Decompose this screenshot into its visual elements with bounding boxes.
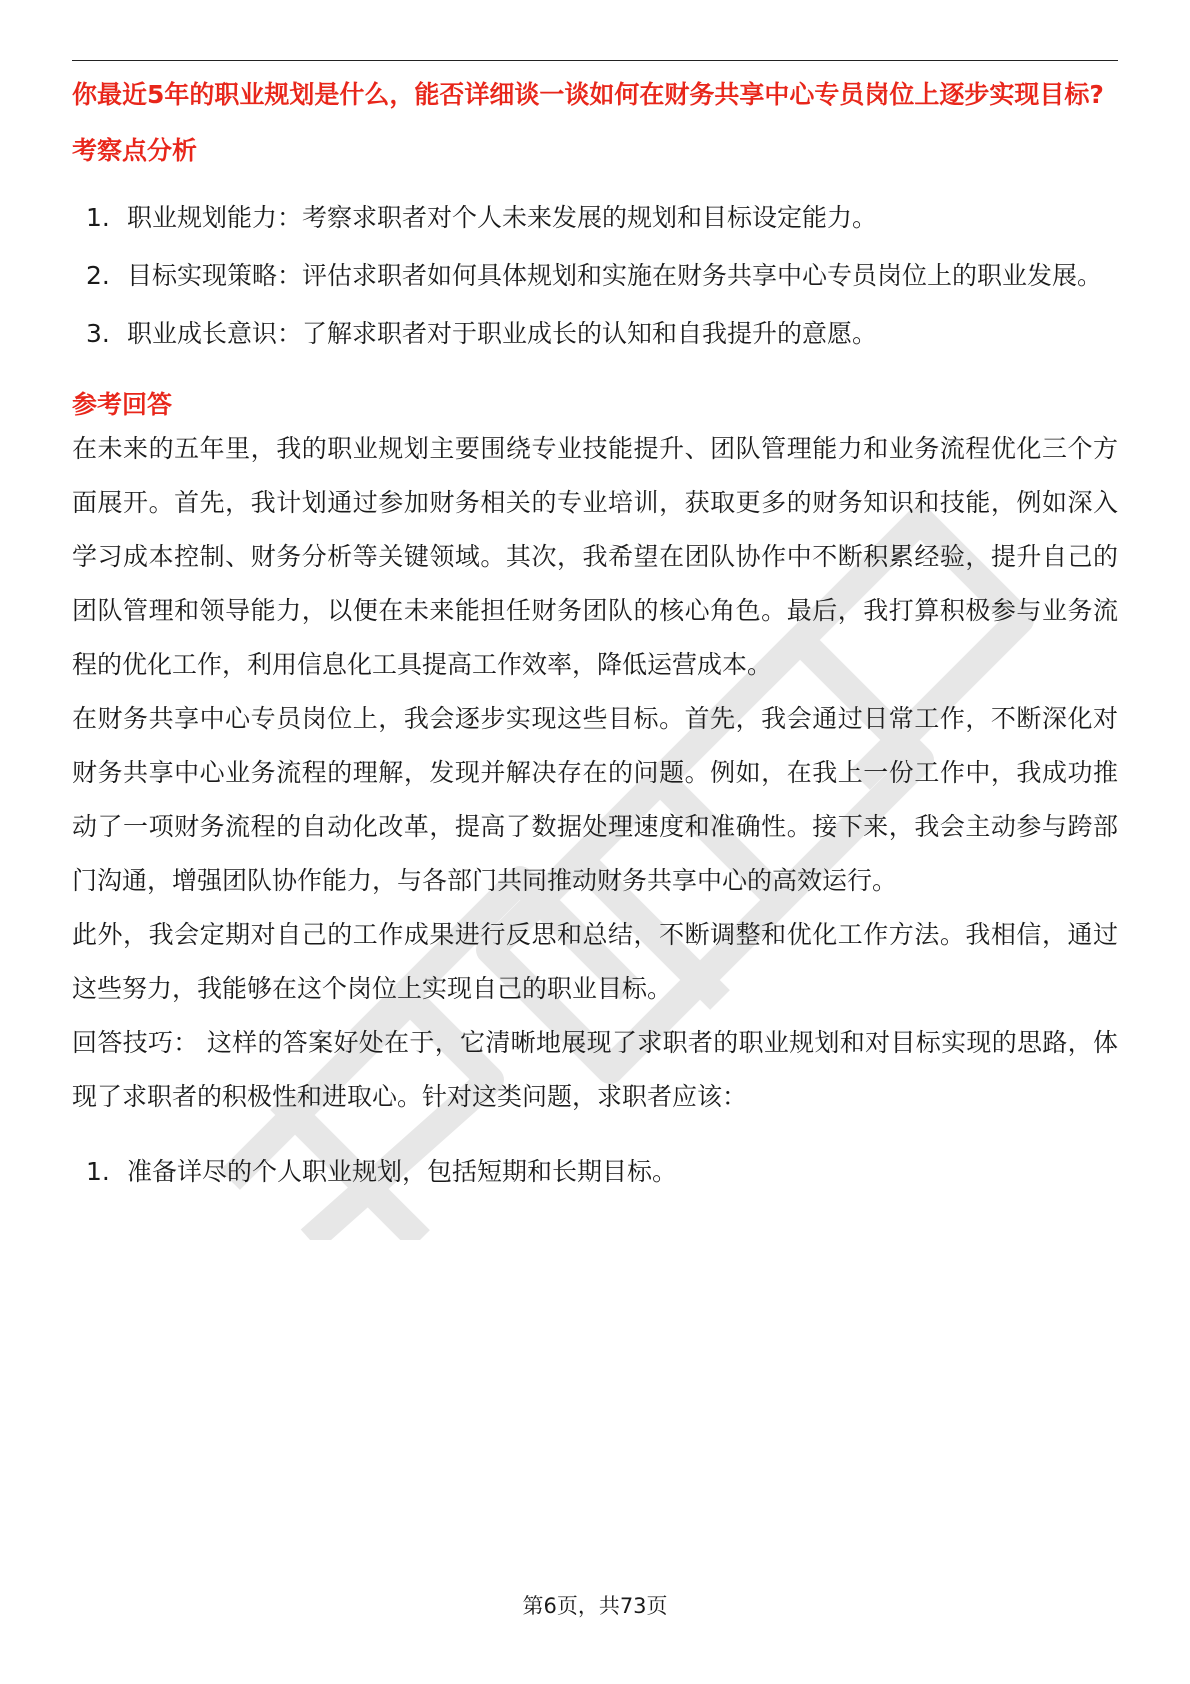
question-heading: 你最近5年的职业规划是什么，能否详细谈一谈如何在财务共享中心专员岗位上逐步实现目标? [72, 80, 1104, 109]
answer-tips-intro: 回答技巧： 这样的答案好处在于，它清晰地展现了求职者的职业规划和对目标实现的思路，体现了求职者的积极性和进取心。针对这类问题，求职者应该： [72, 1028, 1118, 1111]
tips-list [72, 1144, 1118, 1200]
analysis-list [72, 190, 1118, 362]
page-content [72, 78, 1118, 1202]
list-item-text: 职业成长意识：了解求职者对于职业成长的认知和自我提升的意愿。 [127, 319, 878, 348]
list-item [72, 248, 1118, 304]
list-item-number: 3. [86, 319, 110, 348]
answer-paragraph: 在未来的五年里，我的职业规划主要围绕专业技能提升、团队管理能力和业务流程优化三个方面展开。首先，我计划通过参加财务相关的专业培训，获取更多的财务知识和技能，例如深入学习成本控制、财务分析等关键领域。其次，我希望在团队协作中不断积累经验，提升自己的团队管理和领导能力，以便在未来能担任财务团队的核心角色。最后，我打算积极参与业务流程的优化工作，利用信息化工具提高工作效率，降低运营成本。 [72, 434, 1118, 679]
answer-paragraph: 此外，我会定期对自己的工作成果进行反思和总结，不断调整和优化工作方法。我相信，通过这些努力，我能够在这个岗位上实现自己的职业目标。 [72, 920, 1118, 1003]
top-divider [72, 60, 1118, 61]
list-item-text: 职业规划能力：考察求职者对个人未来发展的规划和目标设定能力。 [127, 203, 878, 232]
answer-paragraph: 在财务共享中心专员岗位上，我会逐步实现这些目标。首先，我会通过日常工作，不断深化对财务共享中心业务流程的理解，发现并解决存在的问题。例如，在我上一份工作中，我成功推动了一项财务流程的自动化改革，提高了数据处理速度和准确性。接下来，我会主动参与跨部门沟通，增强团队协作能力，与各部门共同推动财务共享中心的高效运行。 [72, 704, 1118, 895]
list-item-text: 目标实现策略：评估求职者如何具体规划和实施在财务共享中心专员岗位上的职业发展。 [127, 261, 1103, 290]
list-item [72, 306, 1118, 362]
list-item-number: 1. [86, 1157, 110, 1186]
list-item [72, 190, 1118, 246]
list-item-number: 2. [86, 261, 110, 290]
list-item-number: 1. [86, 203, 110, 232]
list-item [72, 1144, 1118, 1200]
list-item-text: 准备详尽的个人职业规划，包括短期和长期目标。 [127, 1157, 678, 1186]
page-footer: 第6页，共73页 [522, 1594, 668, 1618]
answer-title: 参考回答 [72, 390, 173, 419]
analysis-title: 考察点分析 [72, 136, 198, 165]
